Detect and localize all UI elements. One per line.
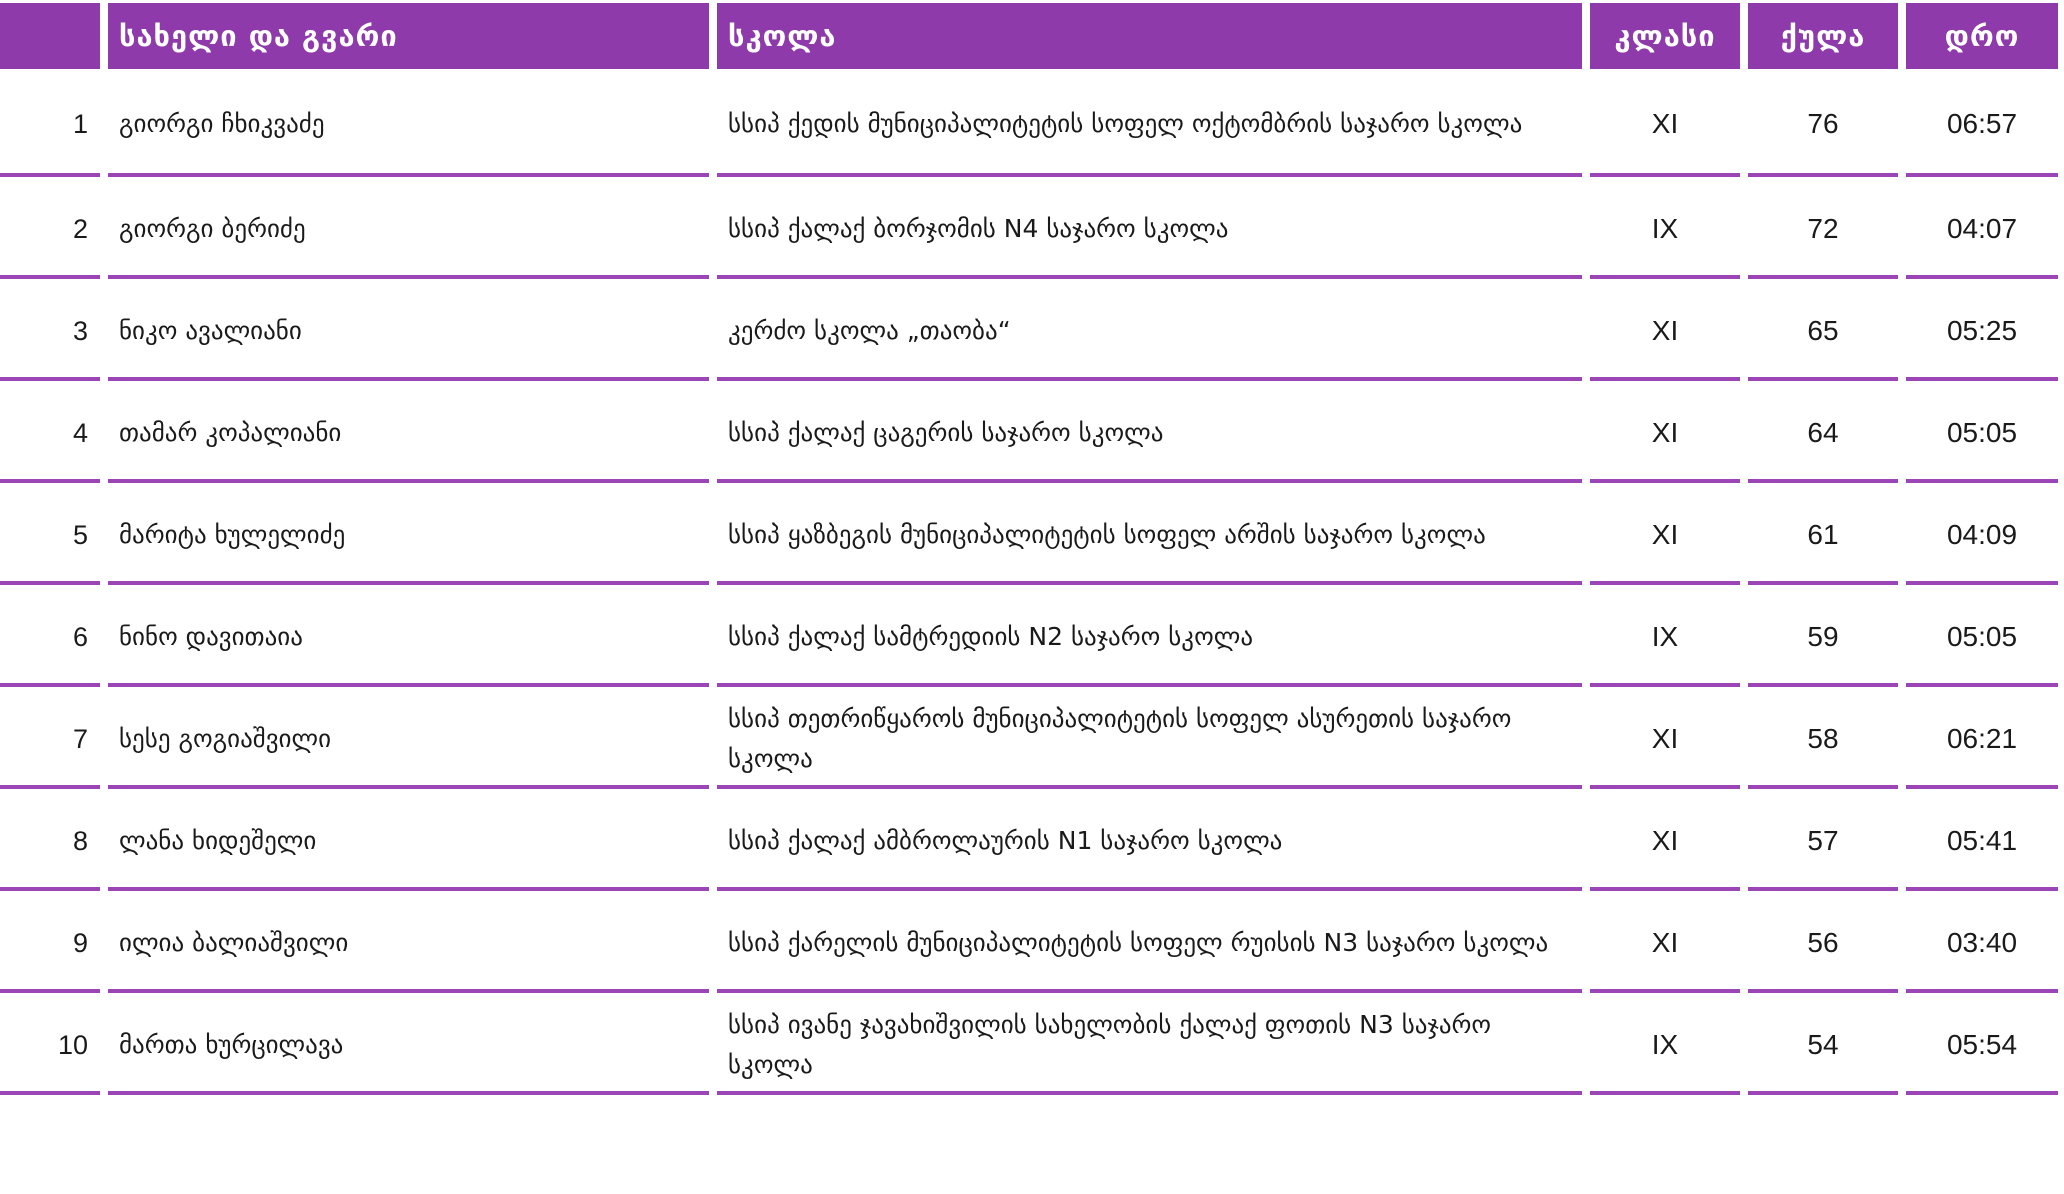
cell-rank: 2 (0, 177, 100, 279)
cell-rank: 8 (0, 789, 100, 891)
cell-rank: 3 (0, 279, 100, 381)
cell-score: 61 (1748, 483, 1898, 585)
cell-school: სსიპ ქალაქ სამტრედიის N2 საჯარო სკოლა (717, 585, 1582, 687)
cell-score: 65 (1748, 279, 1898, 381)
cell-school: სსიპ ქალაქ ამბროლაურის N1 საჯარო სკოლა (717, 789, 1582, 891)
cell-school: სსიპ ქალაქ ბორჯომის N4 საჯარო სკოლა (717, 177, 1582, 279)
header-row (0, 3, 2058, 75)
cell-name: ილია ბალიაშვილი (108, 891, 709, 993)
cell-name: გიორგი ჩხიკვაძე (108, 75, 709, 177)
cell-score: 76 (1748, 75, 1898, 177)
cell-name: ნინო დავითაია (108, 585, 709, 687)
cell-time: 05:05 (1906, 585, 2058, 687)
cell-score: 57 (1748, 789, 1898, 891)
cell-time: 06:57 (1906, 75, 2058, 177)
table-row (0, 585, 2058, 687)
header-school: სკოლა (717, 3, 1582, 75)
cell-grade: IX (1590, 177, 1740, 279)
cell-rank: 7 (0, 687, 100, 789)
table-row (0, 891, 2058, 993)
cell-rank: 1 (0, 75, 100, 177)
table-row (0, 789, 2058, 891)
cell-name: მართა ხურცილავა (108, 993, 709, 1095)
table-header (0, 3, 2058, 75)
cell-time: 05:25 (1906, 279, 2058, 381)
cell-grade: IX (1590, 993, 1740, 1095)
cell-score: 54 (1748, 993, 1898, 1095)
table-row (0, 993, 2058, 1095)
cell-time: 05:54 (1906, 993, 2058, 1095)
cell-score: 72 (1748, 177, 1898, 279)
cell-score: 58 (1748, 687, 1898, 789)
header-grade: კლასი (1590, 3, 1740, 75)
table-row (0, 279, 2058, 381)
cell-school: სსიპ ქედის მუნიციპალიტეტის სოფელ ოქტომბრის საჯარო სკოლა (717, 75, 1582, 177)
cell-grade: XI (1590, 483, 1740, 585)
cell-grade: XI (1590, 75, 1740, 177)
cell-name: თამარ კოპალიანი (108, 381, 709, 483)
cell-school: კერძო სკოლა „თაობა“ (717, 279, 1582, 381)
cell-rank: 10 (0, 993, 100, 1095)
cell-rank: 5 (0, 483, 100, 585)
table-row (0, 177, 2058, 279)
cell-grade: XI (1590, 687, 1740, 789)
cell-name: გიორგი ბერიძე (108, 177, 709, 279)
cell-rank: 9 (0, 891, 100, 993)
cell-time: 04:09 (1906, 483, 2058, 585)
cell-time: 04:07 (1906, 177, 2058, 279)
cell-time: 05:05 (1906, 381, 2058, 483)
table-row (0, 483, 2058, 585)
cell-school: სსიპ ივანე ჯავახიშვილის სახელობის ქალაქ ფოთის N3 საჯარო სკოლა (717, 993, 1582, 1095)
table-body (0, 75, 2058, 1095)
cell-name: ნიკო ავალიანი (108, 279, 709, 381)
cell-school: სსიპ თეთრიწყაროს მუნიციპალიტეტის სოფელ ასურეთის საჯარო სკოლა (717, 687, 1582, 789)
cell-score: 64 (1748, 381, 1898, 483)
header-rank (0, 3, 100, 75)
table-row (0, 381, 2058, 483)
cell-grade: XI (1590, 279, 1740, 381)
cell-score: 59 (1748, 585, 1898, 687)
results-table (0, 3, 2064, 1095)
cell-school: სსიპ ქარელის მუნიციპალიტეტის სოფელ რუისის N3 საჯარო სკოლა (717, 891, 1582, 993)
header-name: სახელი და გვარი (108, 3, 709, 75)
header-time: დრო (1906, 3, 2058, 75)
cell-grade: XI (1590, 381, 1740, 483)
cell-name: სესე გოგიაშვილი (108, 687, 709, 789)
cell-school: სსიპ ყაზბეგის მუნიციპალიტეტის სოფელ არშის საჯარო სკოლა (717, 483, 1582, 585)
cell-time: 06:21 (1906, 687, 2058, 789)
table-row (0, 75, 2058, 177)
cell-school: სსიპ ქალაქ ცაგერის საჯარო სკოლა (717, 381, 1582, 483)
table-row (0, 687, 2058, 789)
cell-time: 03:40 (1906, 891, 2058, 993)
cell-rank: 4 (0, 381, 100, 483)
cell-grade: XI (1590, 789, 1740, 891)
cell-name: მარიტა ხულელიძე (108, 483, 709, 585)
cell-name: ლანა ხიდეშელი (108, 789, 709, 891)
cell-score: 56 (1748, 891, 1898, 993)
cell-grade: XI (1590, 891, 1740, 993)
cell-rank: 6 (0, 585, 100, 687)
cell-grade: IX (1590, 585, 1740, 687)
cell-time: 05:41 (1906, 789, 2058, 891)
header-score: ქულა (1748, 3, 1898, 75)
